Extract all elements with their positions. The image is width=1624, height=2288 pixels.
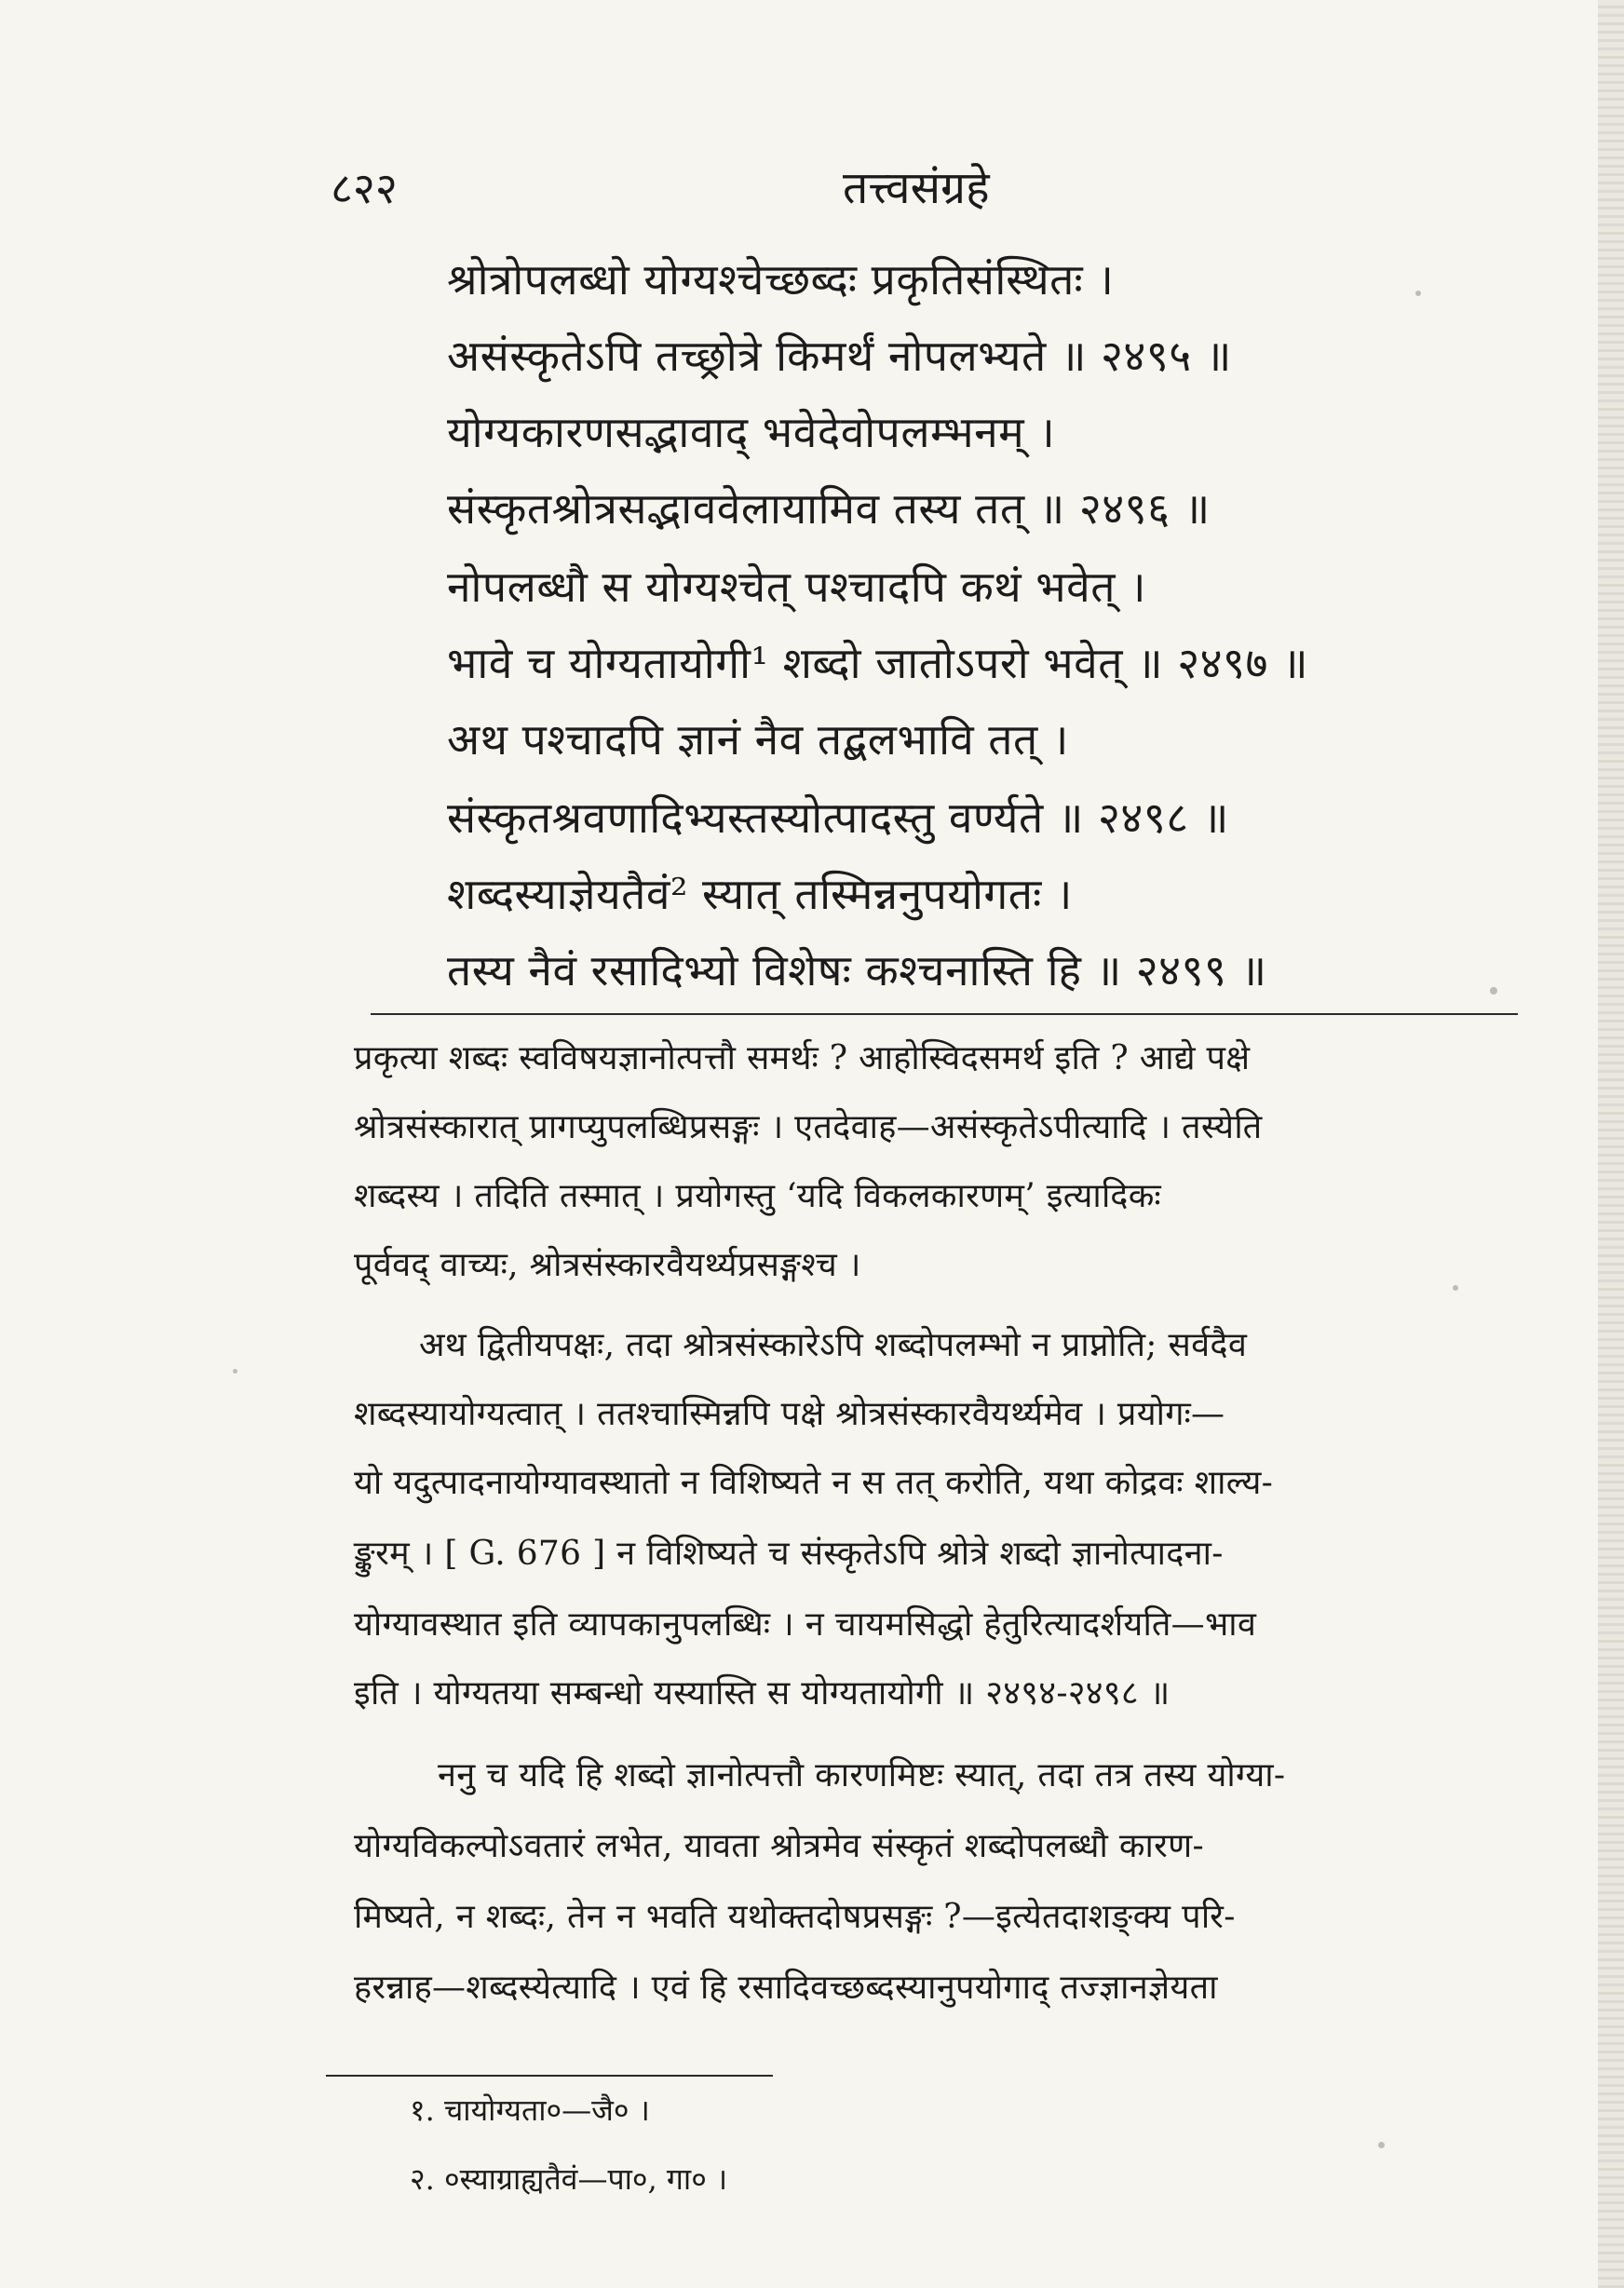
footnote: २. ०स्याग्राह्यतैवं—पा०, गा० । bbox=[410, 2161, 728, 2197]
page-number: ८२२ bbox=[331, 163, 398, 213]
commentary-line: शब्दस्य । तदिति तस्मात् । प्रयोगस्तु ‘यदि विकलकारणम्’ इत्यादिकः bbox=[354, 1177, 1161, 1215]
verse-line: नोपलब्धौ स योग्यश्चेत् पश्चादपि कथं भवेत् । bbox=[447, 562, 1146, 612]
commentary-line: योग्यविकल्पोऽवतारं लभेत, यावता श्रोत्रमेव संस्कृतं शब्दोपलब्धौ कारण- bbox=[354, 1827, 1204, 1865]
verse-line: शब्दस्याज्ञेयतैवं² स्यात् तस्मिन्ननुपयोगतः । bbox=[447, 869, 1073, 919]
commentary-line: योग्यावस्थात इति व्यापकानुपलब्धिः । न चायमसिद्धो हेतुरित्यादर्शयति—भाव bbox=[354, 1605, 1257, 1644]
print-speck bbox=[1415, 291, 1421, 296]
verse-line: अथ पश्चादपि ज्ञानं नैव तद्बलभावि तत् । bbox=[447, 714, 1069, 765]
verse-line: संस्कृतश्रोत्रसद्भाववेलायामिव तस्य तत् ॥ २४९६ ॥ bbox=[447, 483, 1211, 534]
commentary-line: इति । योग्यतया सम्बन्धो यस्यास्ति स योग्यतायोगी ॥ २४९४-२४९८ ॥ bbox=[354, 1674, 1171, 1713]
print-speck bbox=[1453, 1285, 1458, 1291]
commentary-line: प्रकृत्या शब्दः स्वविषयज्ञानोत्पत्तौ समर्थः ? आहोस्विदसमर्थ इति ? आद्ये पक्षे bbox=[354, 1039, 1251, 1077]
commentary-line: अथ द्वितीयपक्षः, तदा श्रोत्रसंस्कारेऽपि शब्दोपलम्भो न प्राप्नोति; सर्वदैव bbox=[419, 1326, 1248, 1364]
verse-line: तस्य नैवं रसादिभ्यो विशेषः कश्चनास्ति हि ॥ २४९९ ॥ bbox=[447, 945, 1267, 995]
commentary-line: ङ्कुरम् । [ G. 676 ] न विशिष्यते च संस्कृतेऽपि श्रोत्रे शब्दो ज्ञानोत्पादना- bbox=[354, 1535, 1224, 1573]
print-speck bbox=[1490, 987, 1497, 995]
verse-line: श्रोत्रोपलब्धो योग्यश्चेच्छब्दः प्रकृतिसंस्थितः । bbox=[447, 254, 1115, 305]
section-divider bbox=[371, 1013, 1518, 1015]
commentary-line: यो यदुत्पादनायोग्यावस्थातो न विशिष्यते न स तत् करोति, यथा कोद्रवः शाल्य- bbox=[354, 1464, 1274, 1502]
commentary-line: पूर्ववद् वाच्यः, श्रोत्रसंस्कारवैयर्थ्यप्रसङ्गश्च । bbox=[354, 1246, 861, 1284]
footnote: १. चायोग्यता०—जै० । bbox=[410, 2092, 650, 2128]
verse-line: संस्कृतश्रवणादिभ्यस्तस्योत्पादस्तु वर्ण्यते ॥ २४९८ ॥ bbox=[447, 792, 1229, 843]
verse-line: असंस्कृतेऽपि तच्छ्रोत्रे किमर्थं नोपलभ्यते ॥ २४९५ ॥ bbox=[447, 331, 1232, 381]
print-speck bbox=[233, 1369, 237, 1374]
commentary-line: ननु च यदि हि शब्दो ज्ञानोत्पत्तौ कारणमिष्टः स्यात्, तदा तत्र तस्य योग्या- bbox=[438, 1756, 1286, 1794]
commentary-line: शब्दस्यायोग्यत्वात् । ततश्चास्मिन्नपि पक्षे श्रोत्रसंस्कारवैयर्थ्यमेव । प्रयोगः— bbox=[354, 1395, 1225, 1433]
verse-line: भावे च योग्यतायोगी¹ शब्दो जातोऽपरो भवेत् ॥ २४९७ ॥ bbox=[447, 638, 1309, 688]
verse-line: योग्यकारणसद्भावाद् भवेदेवोपलम्भनम् । bbox=[447, 407, 1056, 457]
footnote-divider bbox=[326, 2075, 773, 2077]
running-title: तत्त्वसंग्रहे bbox=[843, 162, 990, 214]
commentary-line: हरन्नाह—शब्दस्येत्यादि । एवं हि रसादिवच्छब्दस्यानुपयोगाद् तज्ज्ञानज्ञेयता bbox=[354, 1969, 1218, 2007]
page-edge bbox=[1598, 0, 1624, 2288]
commentary-line: मिष्यते, न शब्दः, तेन न भवति यथोक्तदोषप्रसङ्गः ?—इत्येतदाशङ्क्य परि- bbox=[354, 1898, 1236, 1936]
print-speck bbox=[1378, 2142, 1385, 2148]
commentary-line: श्रोत्रसंस्कारात् प्रागप्युपलब्धिप्रसङ्गः । एतदेवाह—असंस्कृतेऽपीत्यादि । तस्येति bbox=[354, 1108, 1263, 1146]
